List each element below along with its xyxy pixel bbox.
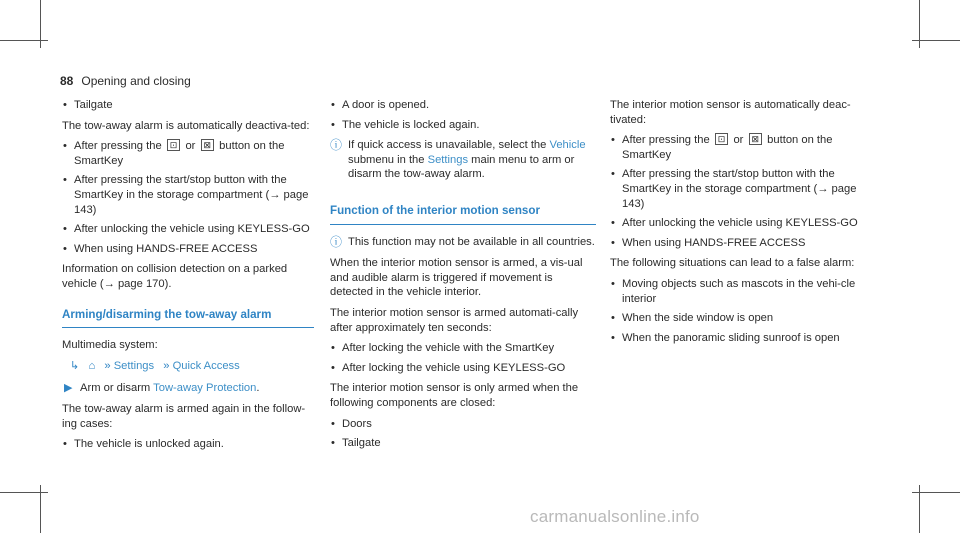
paragraph: The interior motion sensor is armed automati-cally after approximately ten seconds: bbox=[330, 306, 579, 334]
column-1 bbox=[62, 98, 314, 458]
list-item: • The vehicle is unlocked again. bbox=[62, 437, 314, 452]
list-item: • When the side window is open bbox=[610, 311, 872, 326]
chevron-right-icon: » bbox=[163, 359, 170, 372]
vehicle-link[interactable]: Vehicle bbox=[549, 139, 586, 152]
action-step: ▶ Arm or disarm Tow-away Protection. bbox=[64, 382, 260, 395]
list-item: • A door is opened. bbox=[330, 98, 596, 113]
list-item: • After unlocking the vehicle using KEYLESS-GO bbox=[610, 216, 872, 231]
column-2 bbox=[330, 98, 596, 457]
section-heading: Function of the interior motion sensor bbox=[330, 204, 596, 225]
multimedia-label: Multimedia system: bbox=[62, 339, 158, 352]
paragraph: The tow-away alarm is automatically deactiva-ted: bbox=[62, 119, 310, 132]
unlock-key-icon: ⊡ bbox=[167, 139, 181, 151]
list-item: • Tailgate bbox=[330, 436, 596, 451]
section-title: Opening and closing bbox=[81, 74, 191, 88]
list-item: • After pressing the start/stop button with the SmartKey in the storage compartment (→ page 143) bbox=[62, 173, 314, 217]
collision-info: Information on collision detection on a parked vehicle (→ page 170). bbox=[62, 263, 288, 290]
paragraph: When the interior motion sensor is armed, a vis-ual and audible alarm is triggered if movement is detected in the vehicle interior. bbox=[330, 257, 583, 299]
deactivation-list bbox=[62, 139, 314, 256]
list-item: • Moving objects such as mascots in the vehi-cle interior bbox=[610, 277, 872, 306]
arm-list bbox=[330, 341, 596, 375]
column-3 bbox=[610, 98, 872, 351]
quick-access-link[interactable]: Quick Access bbox=[172, 359, 240, 372]
list-item: • Doors bbox=[330, 417, 596, 432]
settings-link[interactable]: Settings bbox=[427, 153, 469, 166]
crop-mark bbox=[912, 40, 960, 41]
menu-path bbox=[62, 359, 314, 374]
settings-link[interactable]: Settings bbox=[113, 359, 155, 372]
list-item: • After pressing the start/stop button with the SmartKey in the storage compartment (→ page 143) bbox=[610, 167, 872, 211]
path-arrow-icon: ↳ bbox=[70, 359, 80, 372]
rearm-list bbox=[62, 437, 314, 452]
list-item: • The vehicle is locked again. bbox=[330, 118, 596, 133]
bullet-list bbox=[330, 98, 596, 132]
paragraph: The following situations can lead to a false alarm: bbox=[610, 257, 855, 270]
tailgate-key-icon: ⊠ bbox=[201, 139, 215, 151]
watermark: carmanualsonline.info bbox=[530, 507, 700, 526]
list-item: • When using HANDS-FREE ACCESS bbox=[610, 236, 872, 251]
paragraph: The interior motion sensor is only armed when the following components are closed: bbox=[330, 382, 579, 409]
page-header bbox=[60, 74, 191, 88]
false-alarm-list bbox=[610, 277, 872, 345]
page-number: 88 bbox=[60, 74, 74, 88]
list-item: • After pressing the ⊡ or ⊠ button on the SmartKey bbox=[610, 133, 872, 162]
info-note: ⓘ If quick access is unavailable, select the Vehicle submenu in the Settings main menu to arm or disarm the tow-away alarm. bbox=[330, 138, 586, 181]
list-item: • After pressing the ⊡ or ⊠ button on the SmartKey bbox=[62, 139, 314, 168]
info-icon: ⓘ bbox=[330, 138, 343, 153]
home-icon: ⌂ bbox=[88, 359, 96, 372]
crop-mark bbox=[0, 40, 48, 41]
list-item: • When using HANDS-FREE ACCESS bbox=[62, 242, 314, 257]
list-item: • When the panoramic sliding sunroof is open bbox=[610, 331, 872, 346]
play-arrow-icon: ▶ bbox=[64, 382, 73, 395]
tailgate-key-icon: ⊠ bbox=[749, 133, 763, 145]
list-item: • After unlocking the vehicle using KEYLESS-GO bbox=[62, 222, 314, 237]
bullet-list bbox=[62, 98, 314, 113]
info-icon: ⓘ bbox=[330, 234, 343, 249]
unlock-key-icon: ⊡ bbox=[715, 133, 729, 145]
info-note: ⓘ This function may not be available in all countries. bbox=[330, 234, 595, 249]
tow-away-protection-link[interactable]: Tow-away Protection bbox=[153, 382, 257, 395]
list-item: • After locking the vehicle using KEYLESS-GO bbox=[330, 361, 596, 376]
crop-mark bbox=[0, 492, 48, 493]
paragraph: The interior motion sensor is automatically deac-tivated: bbox=[610, 99, 851, 126]
deactivation-list bbox=[610, 133, 872, 250]
list-item: • Tailgate bbox=[62, 98, 314, 113]
section-heading: Arming/disarming the tow-away alarm bbox=[62, 308, 314, 329]
closed-list bbox=[330, 417, 596, 451]
chevron-right-icon: » bbox=[104, 359, 111, 372]
list-item: • After locking the vehicle with the SmartKey bbox=[330, 341, 596, 356]
paragraph: The tow-away alarm is armed again in the follow-ing cases: bbox=[62, 402, 306, 430]
crop-mark bbox=[912, 492, 960, 493]
